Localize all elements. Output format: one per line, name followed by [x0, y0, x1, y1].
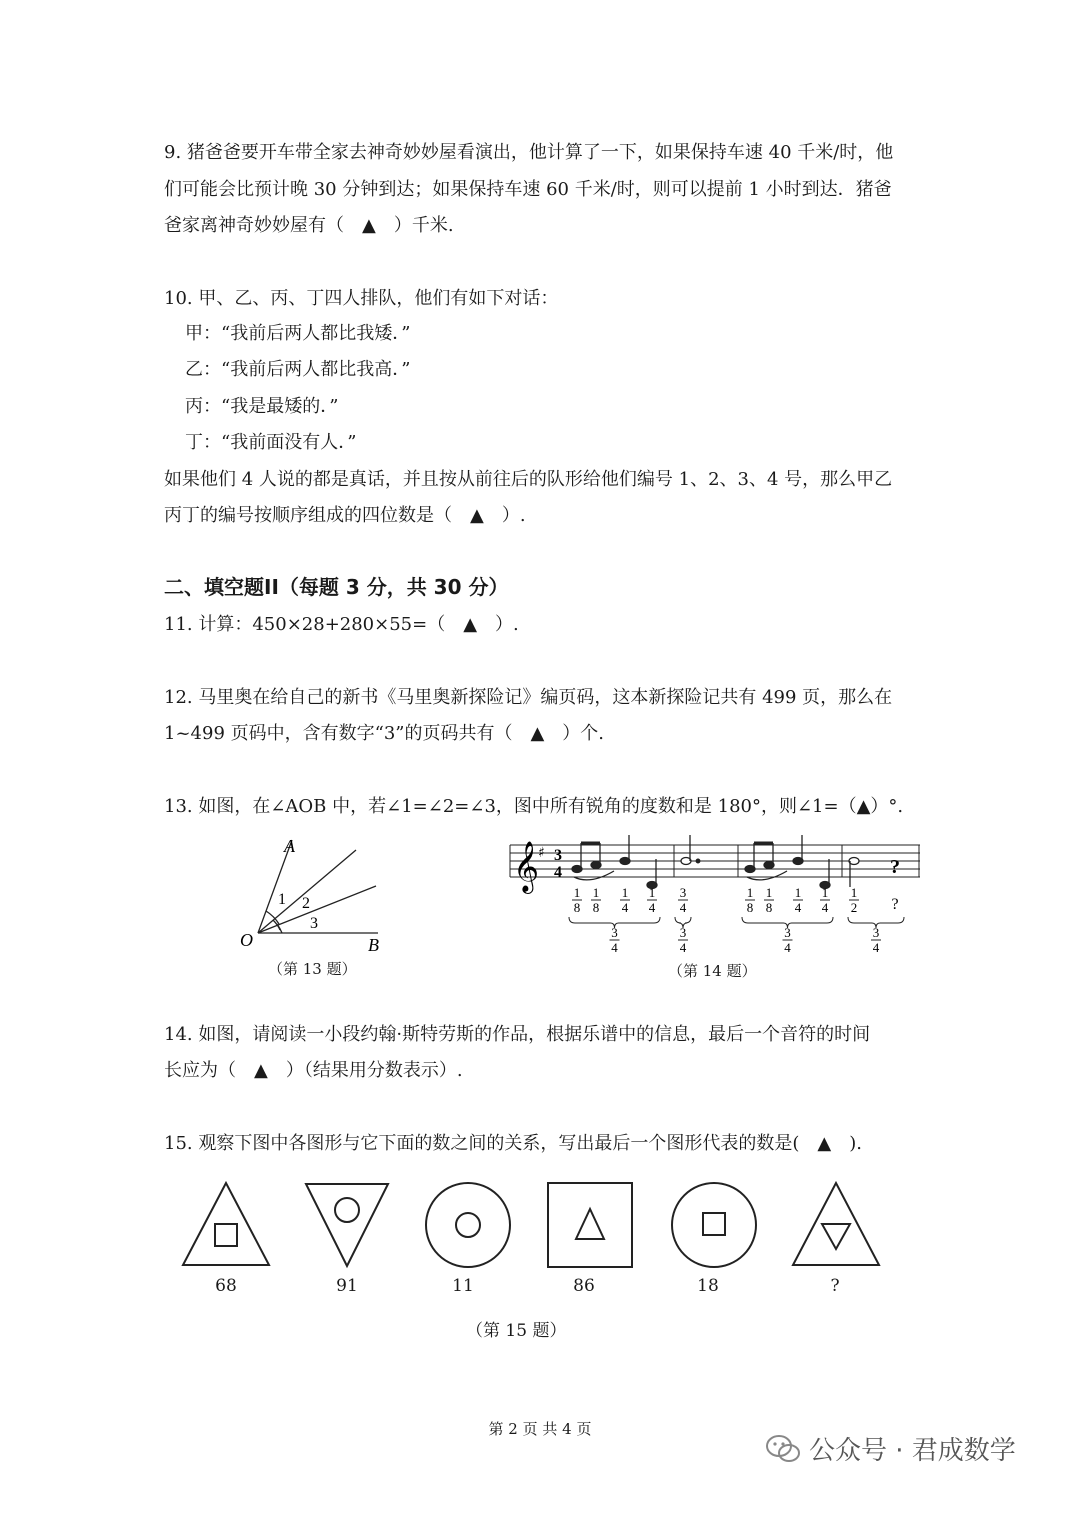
shape-3-value: 11 — [452, 1276, 474, 1296]
group-brace-1 — [675, 917, 691, 928]
q10-line3: 丙丁的编号按顺序组成的四位数是（ ▲ ）. — [164, 505, 526, 526]
shape-5-value: 18 — [697, 1276, 719, 1296]
note-frac-0-2-denominator: 4 — [621, 900, 629, 915]
note-frac-2-3-denominator: 4 — [821, 900, 829, 915]
q12-line2: 1~499 页码中，含有数字“3”的页码共有（ ▲ ）个. — [164, 723, 605, 744]
section-title: 二、填空题II（每题 3 分，共 30 分） — [164, 575, 509, 599]
shape-1-inner — [215, 1224, 237, 1246]
label-angle-3: 3 — [310, 915, 318, 932]
label-o: O — [240, 930, 253, 950]
time-sig-bottom: 4 — [554, 864, 562, 881]
shape-4-value: 86 — [573, 1276, 595, 1296]
note-frac-2-3-numerator: 1 — [821, 885, 829, 900]
note-frac-0-3-denominator: 4 — [648, 900, 656, 915]
q13-caption: （第 13 题） — [268, 960, 357, 978]
note-frac-3-0-denominator: 2 — [850, 900, 858, 915]
q10-dialogue-2: 乙：“我前后两人都比我高．” — [185, 359, 411, 380]
q9-line1: 9. 猪爸爸要开车带全家去神奇妙妙屋看演出，他计算了一下，如果保持车速 40 千米/时，他 — [164, 142, 894, 163]
q14-line2: 长应为（ ▲ ）（结果用分数表示）. — [164, 1060, 463, 1081]
note-frac-0-2-numerator: 1 — [621, 885, 629, 900]
group-brace-2 — [742, 917, 833, 928]
group-sum-2-numerator: 3 — [784, 925, 791, 940]
q15-caption: （第 15 题） — [466, 1321, 567, 1341]
time-sig-top: 3 — [554, 847, 562, 864]
q12-line1: 12. 马里奥在给自己的新书《马里奥新探险记》编页码，这本新探险记共有 499 页，那么在 — [164, 687, 893, 708]
shape-4-inner — [576, 1209, 604, 1239]
note-frac-2-0-denominator: 8 — [746, 900, 754, 915]
q14-line1: 14. 如图，请阅读一小段约翰·斯特劳斯的作品，根据乐谱中的信息，最后一个音符的时间 — [164, 1024, 871, 1045]
watermark-text: 公众号 · 君成数学 — [809, 1436, 1016, 1466]
q10-dialogue-4: 丁：“我前面没有人．” — [185, 432, 357, 453]
shape-6-value: ? — [830, 1276, 840, 1296]
q10-line2: 如果他们 4 人说的都是真话，并且按从前往后的队形给他们编号 1、2、3、4 号，那么甲乙 — [164, 469, 893, 490]
shape-5-inner — [703, 1213, 725, 1235]
shape-2-inner — [335, 1198, 359, 1222]
music-score-figure — [510, 835, 925, 960]
note-frac-0-0-denominator: 8 — [573, 900, 581, 915]
note-frac-0-1-numerator: 1 — [592, 885, 600, 900]
note-frac-1-0-numerator: 3 — [679, 885, 687, 900]
q13-line1: 13. 如图，在∠AOB 中，若∠1=∠2=∠3，图中所有锐角的度数和是 180°，则∠1=（▲）°. — [164, 796, 904, 817]
staff-question: ? — [890, 856, 900, 878]
group-sum-0-numerator: 3 — [611, 925, 618, 940]
group-sum-1-numerator: 3 — [679, 925, 687, 940]
shape-2-outer — [306, 1184, 388, 1266]
note-frac-0-1-denominator: 8 — [592, 900, 600, 915]
q14-caption: （第 14 题） — [668, 962, 757, 980]
group-brace-0 — [569, 917, 660, 928]
label-a: A — [284, 836, 295, 856]
group-sum-2-denominator: 4 — [784, 940, 791, 955]
note-frac-1-0-denominator: 4 — [679, 900, 687, 915]
group-sum-3-numerator: 3 — [872, 925, 880, 940]
shape-6-inner — [822, 1224, 850, 1249]
note-frac-2-1-numerator: 1 — [765, 885, 773, 900]
note-frac-2-0-numerator: 1 — [746, 885, 754, 900]
wechat-icon — [765, 1434, 801, 1464]
unknown-note-value: ? — [891, 896, 899, 913]
shape-5-outer — [672, 1183, 756, 1267]
shape-4-outer — [548, 1183, 632, 1267]
angle-figure — [230, 830, 410, 960]
watermark — [765, 1430, 1016, 1467]
label-angle-1: 1 — [278, 891, 286, 908]
note-frac-2-1-denominator: 8 — [765, 900, 773, 915]
note-frac-3-0-numerator: 1 — [850, 885, 858, 900]
group-sum-1-denominator: 4 — [679, 940, 687, 955]
q9-line2: 们可能会比预计晚 30 分钟到达；如果保持车速 60 千米/时，则可以提前 1 小时到达．猪爸 — [164, 179, 892, 200]
q9-line3: 爸家离神奇妙妙屋有（ ▲ ）千米. — [164, 215, 454, 236]
group-sum-0-denominator: 4 — [611, 940, 618, 955]
group-brace-3 — [848, 917, 904, 928]
note-frac-0-3-numerator: 1 — [648, 885, 656, 900]
key-sharp: ♯ — [538, 845, 545, 861]
note-frac-2-2-numerator: 1 — [794, 885, 802, 900]
q10-line1: 10. 甲、乙、丙、丁四人排队，他们有如下对话： — [164, 288, 559, 309]
shape-2-value: 91 — [336, 1276, 358, 1296]
note-frac-0-0-numerator: 1 — [573, 885, 581, 900]
q10-dialogue-3: 丙：“我是最矮的．” — [185, 396, 339, 417]
treble-clef-icon: 𝄞 — [513, 841, 540, 892]
page-footer: 第 2 页 共 4 页 — [488, 1420, 592, 1438]
note-frac-2-2-denominator: 4 — [794, 900, 802, 915]
q11-line1: 11. 计算：450×28+280×55=（ ▲ ）. — [164, 614, 519, 635]
label-angle-2: 2 — [302, 895, 310, 912]
q10-dialogue-1: 甲：“我前后两人都比我矮．” — [185, 323, 411, 344]
shape-3-inner — [456, 1213, 480, 1237]
shape-1-value: 68 — [215, 1276, 237, 1296]
group-sum-3-denominator: 4 — [872, 940, 880, 955]
shapes-figure — [170, 1175, 910, 1305]
q15-line1: 15. 观察下图中各图形与它下面的数之间的关系，写出最后一个图形代表的数是( ▲ ). — [164, 1133, 862, 1154]
shape-3-outer — [426, 1183, 510, 1267]
label-b: B — [368, 935, 379, 955]
